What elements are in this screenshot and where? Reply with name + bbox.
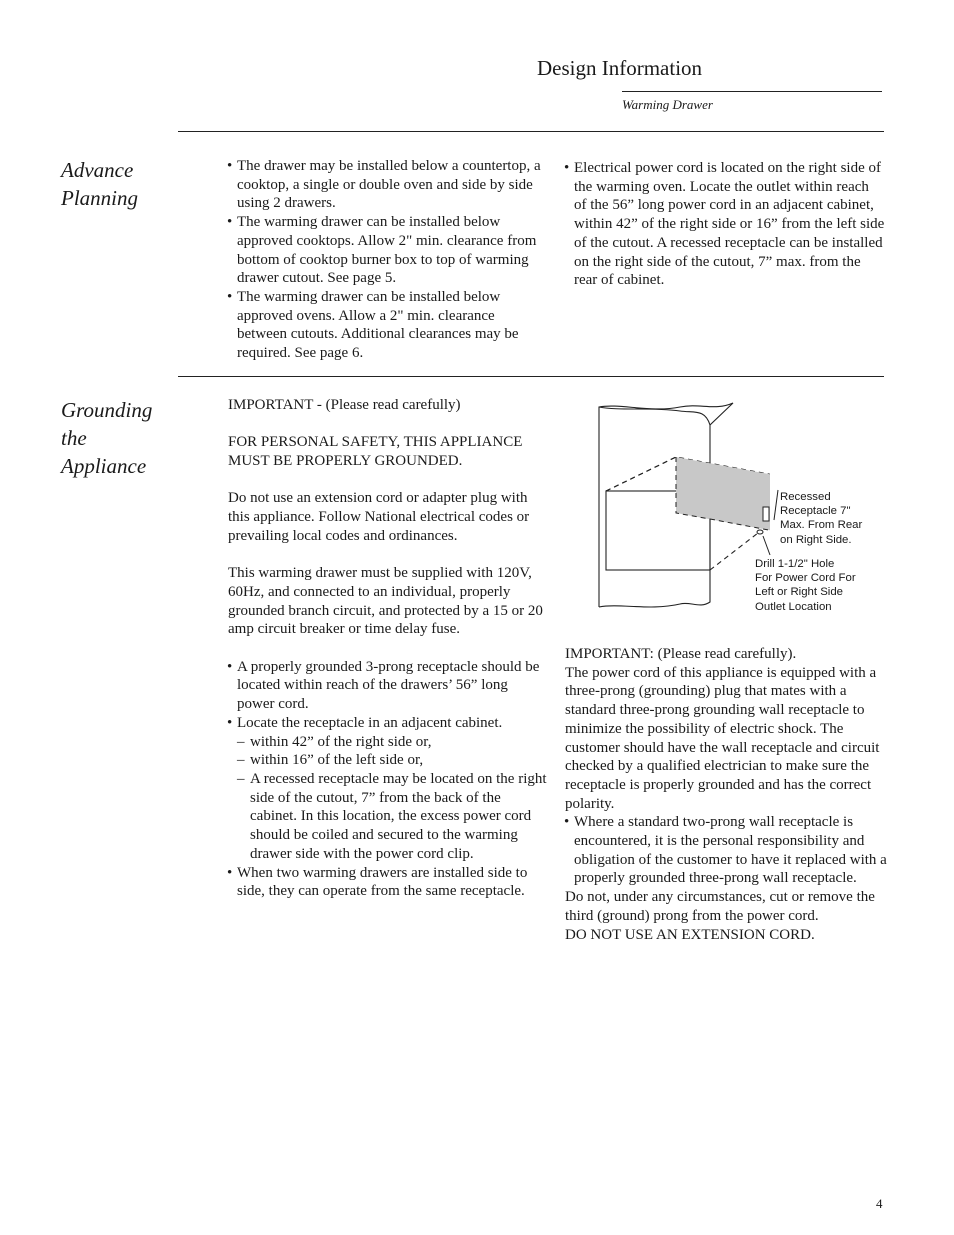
paragraph: Do not, under any circumstances, cut or remove the third (ground) prong from the power cord.	[565, 889, 875, 924]
important-note: IMPORTANT - (Please read carefully)	[228, 397, 461, 413]
dash-item: – A recessed receptacle may be located on the right side of the cutout, 7” from the back of the cabinet. In this location, the excess power cord should be coiled and secured to the warming drawer side with the power cord clip.	[237, 770, 548, 864]
dash-list	[237, 733, 548, 864]
grounding-list	[228, 658, 548, 901]
list-item: • Locate the receptacle in an adjacent cabinet. – within 42” of the right side or, – within 16” of the left side or, – A recessed receptacle may be located on the right side of the cutout, 7” from the back of the cabinet. In this location, the excess power cord should be coiled and secured to the warming drawer side with the power cord clip.	[228, 714, 548, 864]
paragraph: Do not use an extension cord or adapter plug with this appliance. Follow National electrical codes or prevailing local codes and ordinances.	[228, 490, 530, 544]
grounding-left-column	[228, 396, 548, 901]
paragraph: The power cord of this appliance is equipped with a three-prong (grounding) plug that mates with a standard three-prong grounding wall receptacle to minimize the possibility of electric shock. The customer should have the wall receptacle and circuit checked by a qualified electrician to make sure the receptacle is properly grounded and has the correct polarity.	[565, 664, 880, 812]
advance-planning-heading: Advance Planning	[61, 158, 138, 210]
list-item: • Where a standard two-prong wall receptacle is encountered, it is the personal responsibility and obligation of the customer to have it replaced with a properly grounded three-prong wall receptacle.	[565, 813, 887, 888]
important-note: IMPORTANT: (Please read carefully).	[565, 646, 797, 662]
list-item: • Electrical power cord is located on the right side of the warming oven. Locate the outlet within reach of the 56” long power cord in an adjacent cabinet, within 42” of the right side or 16” from the left side of the cutout. A recessed receptacle can be installed on the right side of the cutout, 7” max. from the rear of cabinet.	[565, 159, 885, 290]
list-item: • The warming drawer can be installed below approved ovens. Allow a 2" min. clearance between cutouts. Additional clearances may be required. See page 6.	[228, 288, 546, 363]
grounding-heading: Grounding the Appliance	[61, 398, 153, 478]
list-item: • When two warming drawers are installed side to side, they can operate from the same receptacle.	[228, 864, 548, 901]
list-item: • The warming drawer can be installed below approved cooktops. Allow 2" min. clearance from bottom of cooktop burner box to top of warming drawer cutout. See page 5.	[228, 213, 546, 288]
dash-item: – within 42” of the right side or,	[237, 733, 548, 752]
cabinet-diagram	[590, 395, 770, 620]
section-divider-middle	[178, 376, 884, 377]
warning: DO NOT USE AN EXTENSION CORD.	[565, 926, 815, 943]
callout-drill-hole: Drill 1-1/2" Hole For Power Cord For Left or Right Side Outlet Location	[755, 558, 856, 613]
dash-item: – within 16” of the left side or,	[237, 751, 548, 770]
advance-planning-left-list	[228, 157, 546, 363]
list-item: • The drawer may be installed below a countertop, a cooktop, a single or double oven and side by side using 2 drawers.	[228, 157, 546, 213]
advance-planning-right-list	[565, 159, 885, 290]
page-number: 4	[876, 1196, 883, 1211]
page-subtitle: Warming Drawer	[622, 97, 713, 112]
safety-warning: FOR PERSONAL SAFETY, THIS APPLIANCE MUST BE PROPERLY GROUNDED.	[228, 434, 523, 470]
grounding-right-list	[565, 813, 887, 888]
page-title: Design Information	[537, 56, 703, 80]
paragraph: This warming drawer must be supplied with 120V, 60Hz, and connected to an individual, properly grounded branch circuit, and protected by a 15 or 20 amp circuit breaker or time delay fuse.	[228, 565, 543, 638]
grounding-right-column	[565, 645, 887, 944]
list-item: • A properly grounded 3-prong receptacle should be located within reach of the drawers’ 56” long power cord.	[228, 658, 548, 714]
header-rule	[622, 91, 882, 92]
callout-recessed-receptacle: Recessed Receptacle 7" Max. From Rear on Right Side.	[780, 491, 863, 546]
section-divider-top	[178, 131, 884, 132]
